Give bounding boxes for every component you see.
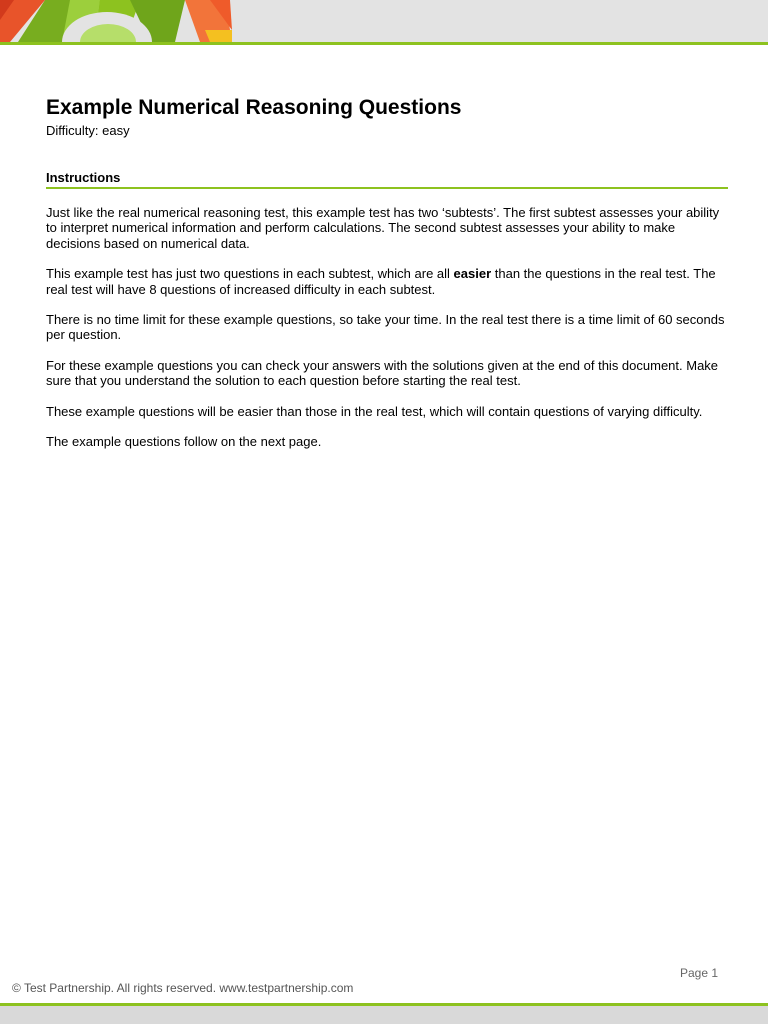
header-accent-line [0, 42, 768, 45]
paragraph-subtests: Just like the real numerical reasoning test, this example test has two ‘subtests’. The first subtest assesses your ability to interpret numerical information and perform calculations. The second subtest assesses your ability to make decisions based on numerical data. [46, 205, 720, 251]
document-title: Example Numerical Reasoning Questions [46, 96, 462, 119]
paragraph-solutions: For these example questions you can check your answers with the solutions given at the end of this document. Make sure that you understand the solution to each question before starting the real test. [46, 357, 719, 389]
difficulty-label: Difficulty: easy [46, 123, 130, 138]
paragraph-question-count [46, 266, 730, 297]
paragraph-difficulty: These example questions will be easier than those in the real test, which will contain questions of varying difficulty. [46, 403, 703, 419]
footer-band [0, 1006, 768, 1024]
paragraph-time-limit: There is no time limit for these example questions, so take your time. In the real test there is a time limit of 60 seconds per question. [46, 312, 725, 343]
section-divider [46, 187, 728, 189]
copyright-notice: © Test Partnership. All rights reserved. www.testpartnership.com [12, 981, 354, 995]
instructions-body [46, 205, 730, 464]
section-heading-instructions: Instructions [46, 170, 121, 185]
paragraph-question-count-start: This example test has just two questions in each subtest, which are all [46, 266, 454, 282]
logo-arc-icon [0, 0, 240, 42]
emphasis-easier: easier [453, 266, 492, 282]
paragraph-next-page: The example questions follow on the next page. [46, 434, 322, 450]
page-number: Page 1 [680, 966, 719, 980]
paragraph-question-count-end: than the questions in the real test. The real test will have 8 questions of increased difficulty in each subtest. [46, 266, 716, 297]
